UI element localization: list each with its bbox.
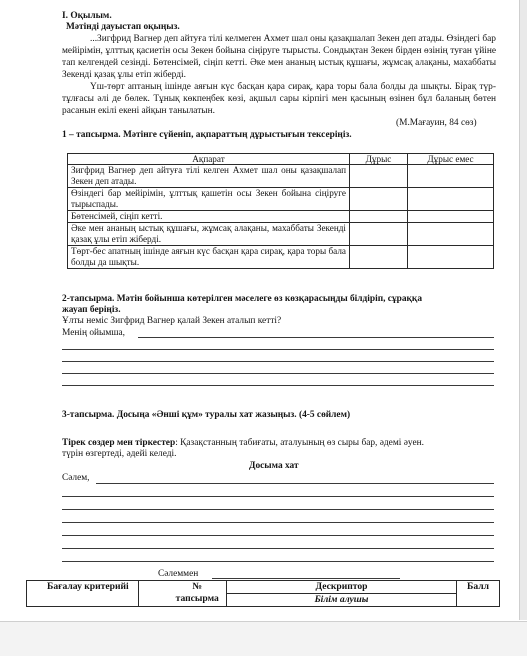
letter-line[interactable] <box>62 522 494 523</box>
passage-paragraph-2 <box>62 81 496 117</box>
reading-instruction: Мәтінді дауыстап оқыңыз. <box>66 22 180 32</box>
learner-header: Білім алушы <box>227 594 457 607</box>
true-answer-cell[interactable] <box>350 211 408 223</box>
true-answer-cell[interactable] <box>350 188 408 211</box>
answer-line[interactable] <box>62 373 494 374</box>
header-info: Ақпарат <box>68 154 350 165</box>
passage-source: (М.Мағауин, 84 сөз) <box>396 118 477 128</box>
header-false: Дұрыс емес <box>408 154 494 165</box>
task3-title: 3-тапсырма. Досыңа «Әнші құм» туралы хат жазыңыз. (4-5 сөйлем) <box>62 410 351 420</box>
false-answer-cell[interactable] <box>408 188 494 211</box>
true-answer-cell[interactable] <box>350 246 408 269</box>
statement-cell: Әке мен ананың ыстық құшағы, жұмсақ алақаны, махаббаты Зекенді қазақ ұлы етіп жіберді. <box>68 223 350 246</box>
signature-line[interactable] <box>212 578 400 579</box>
task1-title: 1 – тапсырма. Мәтінге сүйеніп, ақпараттың дұрыстығын тексеріңіз. <box>62 130 352 140</box>
true-answer-cell[interactable] <box>350 223 408 246</box>
table-header-row <box>68 154 494 165</box>
page-scroll-edge <box>519 0 527 620</box>
letter-line[interactable] <box>62 496 494 497</box>
task2-title-line-2: жауап беріңіз. <box>62 305 121 315</box>
passage-paragraph-1 <box>62 33 496 81</box>
letter-line[interactable] <box>62 548 494 549</box>
table-row <box>68 223 494 246</box>
assessment-criteria-table <box>26 580 500 607</box>
header-true: Дұрыс <box>350 154 408 165</box>
false-answer-cell[interactable] <box>408 165 494 188</box>
statement-cell: Зигфрид Вагнер деп айтуға тілі келген Ахмет шал оны қазақшалап Зекен деп атады. <box>68 165 350 188</box>
statement-cell: Өзіндегі бар мейірімін, ұлттық қашетін осы Зекен бойына сіңіруге тырыспады. <box>68 188 350 211</box>
answer-line[interactable] <box>62 385 494 386</box>
letter-title: Досыма хат <box>249 461 299 471</box>
false-answer-cell[interactable] <box>408 211 494 223</box>
criteria-header: Бағалау критерийі <box>27 581 139 607</box>
task2-title-line-1: 2-тапсырма. Мәтін бойынша көтерілген мәселеге өз көзқарасыңды білдіріп, сұраққа <box>62 294 423 304</box>
table-row <box>68 188 494 211</box>
true-false-table <box>67 153 494 269</box>
table-row <box>68 165 494 188</box>
passage-text-2: Үш-төрт аптаның ішінде аяғын күс басқан қара сирақ, қара торы бала болды да шықты. Бірақ түр-тұлғасы әлі де бөлек. Тұнық көкпеңбек көзі, ақшыл сары кірпігі мен қасының өзінен бұл баланың бөтен расанын екілі екені айқын танылатын. <box>62 82 496 116</box>
true-answer-cell[interactable] <box>350 165 408 188</box>
letter-line[interactable] <box>62 535 494 536</box>
letter-line[interactable] <box>62 509 494 510</box>
passage-text-1: ...Зигфрид Вагнер деп айтуға тілі келмеген Ахмет шал оны қазақшалап Зекен деп атады. Өзіндегі бар мейірімін, ұлттық қасиетін осы Зекен бойына сіңіруге тырысты. Сондықтан Зекен бірден өзінің туған үйіне тап келгендей сезінді. Бөтенсімей, сіңіп кетті. Әке мен ананың ыстық құшағы, жұмсақ алақаны, махаббаты Зекенді қазақ ұлы етіп жіберді. <box>62 34 496 80</box>
descriptor-header: Дескриптор <box>227 581 457 594</box>
keywords-text: : Қазақстанның табиғаты, аталуының өз сыры бар, әдемі әуен. <box>175 438 424 448</box>
table-row <box>68 246 494 269</box>
letter-closing: Сәлеммен <box>158 569 199 579</box>
criteria-header-row <box>27 581 500 594</box>
answer-line[interactable] <box>62 361 494 362</box>
viewer-footer <box>0 621 527 656</box>
task-number-header: № тапсырма <box>169 581 227 607</box>
false-answer-cell[interactable] <box>408 223 494 246</box>
keywords-label: Тірек сөздер мен тіркестер <box>62 438 176 448</box>
section-heading: I. Оқылым. <box>62 11 112 21</box>
letter-greeting: Сәлем, <box>62 473 90 483</box>
answer-line[interactable] <box>138 337 494 338</box>
keywords-line-2: түрін өзгертеді, әдейі келеді. <box>62 449 177 459</box>
letter-line[interactable] <box>96 483 494 484</box>
score-header: Балл <box>457 581 500 607</box>
answer-prefix: Менің ойымша, <box>62 328 126 338</box>
false-answer-cell[interactable] <box>408 246 494 269</box>
answer-line[interactable] <box>62 349 494 350</box>
table-row <box>68 211 494 223</box>
letter-line[interactable] <box>62 561 494 562</box>
task2-question: Ұлты неміс Зигфрид Вагнер қалай Зекен аталып кетті? <box>62 316 282 326</box>
statement-cell: Бөтенсімей, сіңіп кетті. <box>68 211 350 223</box>
statement-cell: Төрт-бес апатның ішінде аяғын күс басқан қара сирақ, қара торы бала болды да шықты. <box>68 246 350 269</box>
